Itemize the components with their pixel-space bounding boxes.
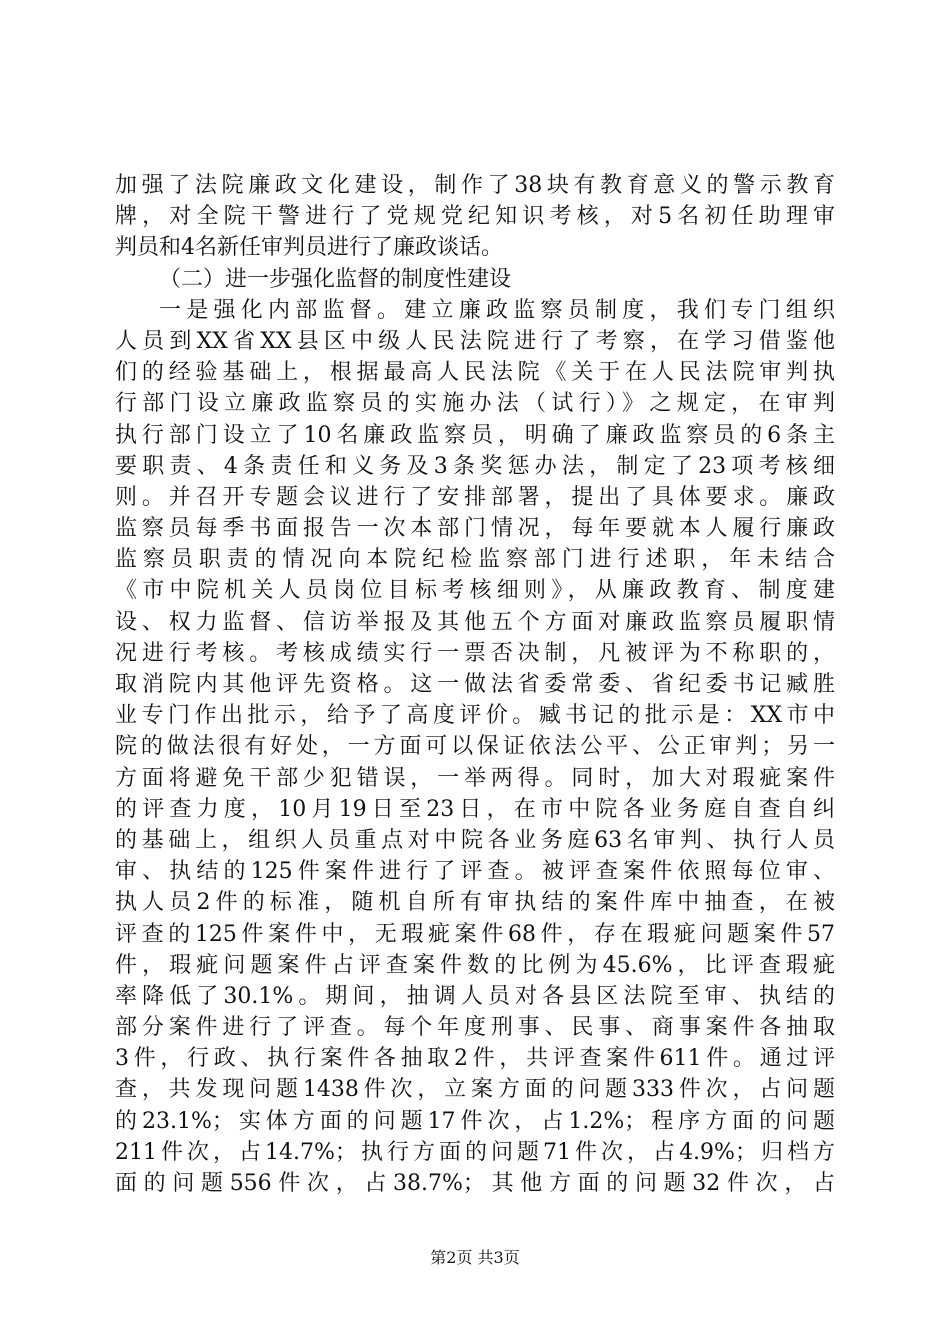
body-line: 件，瑕疵问题案件占评查案件数的比例为45.6%，比评查瑕疵	[115, 952, 835, 978]
body-line: 方面将避免干部少犯错误，一举两得。同时，加大对瑕疵案件	[115, 765, 835, 791]
body-line: 查，共发现问题1438件次，立案方面的问题333件次，占问题	[115, 1077, 835, 1103]
body-line: 取消院内其他评先资格。这一做法省委常委、省纪委书记臧胜	[115, 672, 835, 697]
document-body	[115, 170, 835, 1199]
body-line: 人员到XX省XX县区中级人民法院进行了考察，在学习借鉴他	[115, 328, 835, 354]
body-line: 的基础上，组织人员重点对中院各业务庭63名审判、执行人员	[115, 827, 835, 853]
body-line: 监察员职责的情况向本院纪检监察部门进行述职，年未结合	[115, 547, 835, 573]
body-line: 《市中院机关人员岗位目标考核细则》，从廉政教育、制度建	[115, 578, 835, 604]
body-line: 况进行考核。考核成绩实行一票否决制，凡被评为不称职的，	[115, 640, 835, 666]
body-line: 评查的125件案件中，无瑕疵案件68件，存在瑕疵问题案件57	[115, 921, 835, 947]
body-line: 审、执结的125件案件进行了评查。被评查案件依照每位审、	[115, 859, 835, 885]
body-line: 行部门设立廉政监察员的实施办法（试行）》之规定，在审判	[115, 391, 835, 417]
body-line: 的评查力度，10月19日至23日，在市中院各业务庭自查自纠	[115, 796, 835, 822]
body-line: 211件次，占14.7%；执行方面的问题71件次，占4.9%；归档方	[115, 1139, 835, 1165]
body-line: 业专门作出批示，给予了高度评价。臧书记的批示是：XX市中	[115, 703, 835, 729]
body-line: 面的问题556件次，占38.7%；其他方面的问题32件次，占	[115, 1171, 835, 1196]
body-line: 一是强化内部监督。建立廉政监察员制度，我们专门组织	[159, 297, 835, 323]
body-line: 们的经验基础上，根据最高人民法院《关于在人民法院审判执	[115, 360, 835, 386]
section-heading: （二）进一步强化监督的制度性建设	[159, 266, 512, 292]
body-line: 则。并召开专题会议进行了安排部署，提出了具体要求。廉政	[115, 484, 835, 510]
body-line: 3件，行政、执行案件各抽取2件，共评查案件611件。通过评	[115, 1046, 835, 1072]
body-line: 加强了法院廉政文化建设，制作了38块有教育意义的警示教育	[115, 173, 835, 198]
body-line: 监察员每季书面报告一次本部门情况，每年要就本人履行廉政	[115, 516, 835, 542]
page-number: 第2页 共3页	[430, 1248, 520, 1267]
body-line: 执行部门设立了10名廉政监察员，明确了廉政监察员的6条主	[115, 422, 835, 448]
body-line: 判员和4名新任审判员进行了廉政谈话。	[115, 235, 503, 261]
body-line: 要职责、4条责任和义务及3条奖惩办法，制定了23项考核细	[115, 453, 835, 479]
body-line: 设、权力监督、信访举报及其他五个方面对廉政监察员履职情	[115, 609, 835, 635]
body-line: 率降低了30.1%。期间，抽调人员对各县区法院至审、执结的	[115, 983, 835, 1009]
body-line: 部分案件进行了评查。每个年度刑事、民事、商事案件各抽取	[115, 1015, 835, 1041]
body-line: 执人员2件的标准，随机自所有审执结的案件库中抽查，在被	[115, 890, 835, 916]
body-line: 院的做法很有好处，一方面可以保证依法公平、公正审判；另一	[115, 734, 835, 760]
body-line: 牌，对全院干警进行了党规党纪知识考核，对5名初任助理审	[115, 204, 835, 230]
body-line: 的23.1%；实体方面的问题17件次，占1.2%；程序方面的问题	[115, 1108, 835, 1134]
